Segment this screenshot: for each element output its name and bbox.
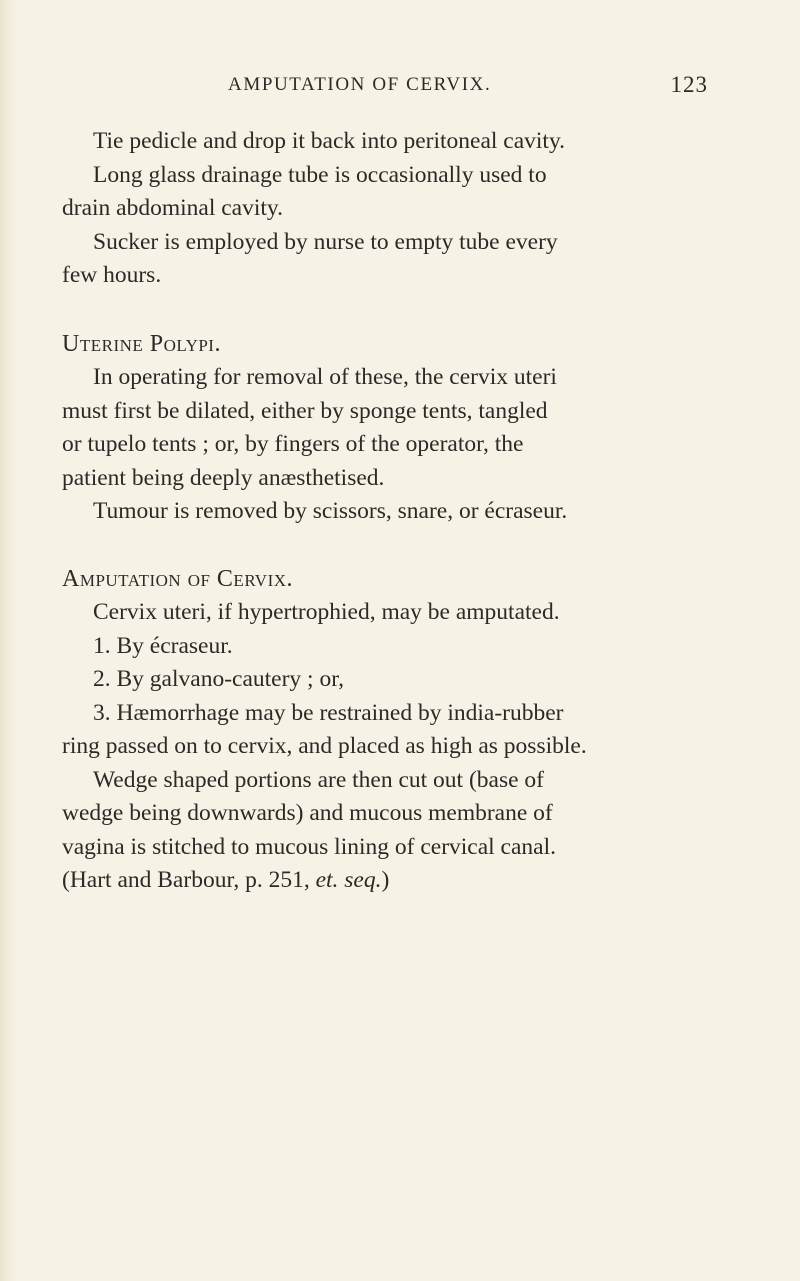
text-line: Long glass drainage tube is occasionally used to	[93, 161, 547, 188]
list-item: 2. By galvano-cautery ; or,	[93, 666, 344, 692]
paragraph-amputation	[62, 596, 722, 898]
text-line: Tie pedicle and drop it back into peritoneal cavity.	[93, 128, 566, 154]
running-head	[228, 74, 728, 104]
citation-close: )	[381, 867, 390, 893]
text-line: ring passed on to cervix, and placed as high as possible.	[62, 733, 587, 759]
page-body	[62, 125, 722, 898]
list-item: 3. Hæmorrhage may be restrained by india-rubber	[93, 699, 564, 726]
text-line: patient being deeply anæsthetised.	[62, 464, 385, 491]
section-heading-uterine-polypi: Uterine Polypi.	[62, 330, 221, 357]
page-edge	[0, 0, 18, 1281]
citation-italic: et. seq.	[315, 867, 382, 893]
text-line: Sucker is employed by nurse to empty tube every	[93, 228, 558, 255]
text-line: wedge being downwards) and mucous membrane of	[62, 800, 553, 826]
text-line: few hours.	[62, 262, 162, 288]
citation-text: (Hart and Barbour, p. 251,	[62, 867, 316, 893]
citation-line	[62, 864, 722, 898]
paragraph-pedicle	[62, 125, 722, 293]
section-heading-amputation-of-cervix: Amputation of Cervix.	[62, 565, 294, 592]
text-line: vagina is stitched to mucous lining of cervical canal.	[62, 833, 557, 860]
text-line: Wedge shaped portions are then cut out (base of	[93, 766, 544, 793]
text-line: In operating for removal of these, the cervix uteri	[93, 364, 557, 390]
text-line: or tupelo tents ; or, by fingers of the operator, the	[62, 431, 524, 457]
paragraph-uterine-polypi	[62, 361, 722, 529]
text-line: Cervix uteri, if hypertrophied, may be amputated.	[93, 599, 560, 625]
page-number: 123	[670, 72, 708, 97]
text-line: must first be dilated, either by sponge tents, tangled	[62, 397, 548, 424]
text-line: Tumour is removed by scissors, snare, or écraseur.	[93, 498, 568, 524]
text-line: drain abdominal cavity.	[62, 195, 284, 221]
list-item: 1. By écraseur.	[93, 632, 233, 659]
section-spacer	[62, 293, 722, 328]
section-spacer	[62, 529, 722, 563]
running-title: AMPUTATION OF CERVIX.	[228, 74, 492, 95]
